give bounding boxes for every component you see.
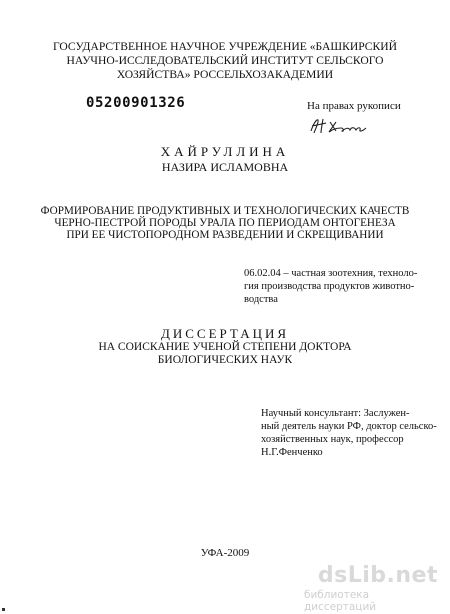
title-line: ПРИ ЕЕ ЧИСТОПОРОДНОМ РАЗВЕДЕНИИ И СКРЕЩИВАНИИ — [66, 229, 384, 241]
purpose-line: НА СОИСКАНИЕ УЧЕНОЙ СТЕПЕНИ ДОКТОРА — [98, 341, 352, 353]
purpose-line: БИОЛОГИЧЕСКИХ НАУК — [157, 354, 293, 366]
watermark-subtitle: библиотека диссертаций — [304, 589, 377, 613]
specialty-line: гия производства продуктов животно- — [244, 281, 415, 292]
dissertation-title — [0, 205, 450, 241]
scientific-consultant — [261, 407, 441, 459]
consultant-line: Научный консультант: Заслужен- — [261, 408, 410, 419]
institution-line: ГОСУДАРСТВЕННОЕ НАУЧНОЕ УЧРЕЖДЕНИЕ «БАШКИРСКИЙ — [53, 40, 397, 53]
specialty-line: 06.02.04 – частная зоотехния, техноло- — [244, 268, 418, 279]
consultant-line: хозяйственных наук, профессор — [261, 434, 404, 445]
consultant-line: Н.Г.Фенченко — [261, 447, 323, 458]
consultant-line: ный деятель науки РФ, доктор сельско- — [261, 421, 437, 432]
handwritten-signature-icon — [308, 116, 370, 136]
watermark-logo: dsLib.net — [317, 563, 438, 588]
institution-header — [0, 40, 450, 82]
dissertation-type: ДИССЕРТАЦИЯ — [160, 326, 290, 341]
specialty-line: водства — [244, 294, 278, 305]
author-given-names: НАЗИРА ИСЛАМОВНА — [161, 160, 289, 174]
dissertation-purpose — [0, 341, 450, 367]
registration-code: 05200901326 — [86, 95, 186, 111]
city-year: УФА-2009 — [200, 547, 250, 559]
institution-line: ХОЗЯЙСТВА» РОССЕЛЬХОЗАКАДЕМИИ — [116, 68, 334, 81]
scan-artifact — [2, 608, 5, 611]
institution-line: НАУЧНО-ИССЛЕДОВАТЕЛЬСКИЙ ИНСТИТУТ СЕЛЬСКОГО — [66, 54, 384, 67]
watermark — [304, 563, 444, 613]
specialty-code — [244, 267, 424, 306]
title-line: ФОРМИРОВАНИЕ ПРОДУКТИВНЫХ И ТЕХНОЛОГИЧЕСКИХ КАЧЕСТВ — [40, 205, 410, 217]
title-line: ЧЕРНО-ПЕСТРОЙ ПОРОДЫ УРАЛА ПО ПЕРИОДАМ ОНТОГЕНЕЗА — [54, 217, 396, 229]
author-surname: ХАЙРУЛЛИНА — [160, 144, 290, 159]
rights-note: На правах рукописи — [307, 100, 401, 112]
signature — [308, 116, 370, 141]
